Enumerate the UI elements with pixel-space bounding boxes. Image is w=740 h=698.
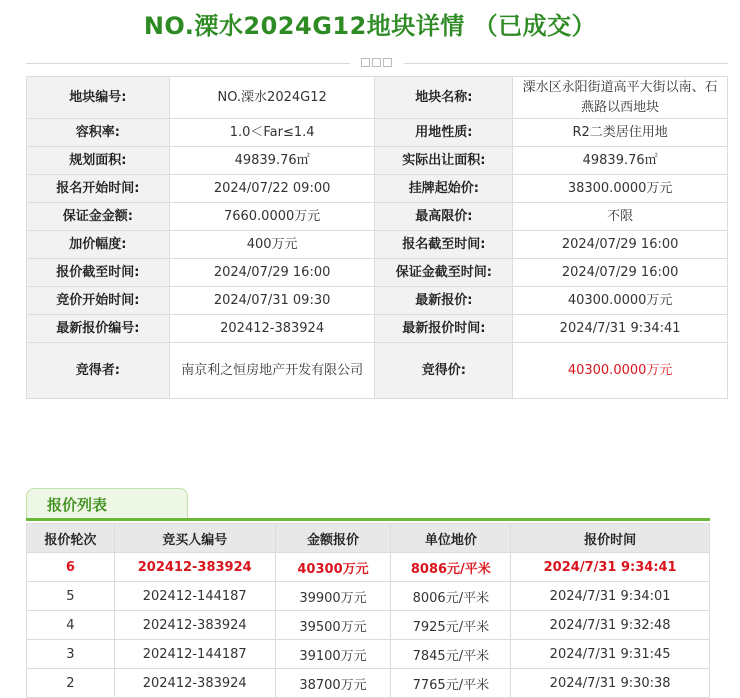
info-row — [27, 343, 728, 399]
bid-cell: 3 — [27, 640, 115, 669]
tab-underline — [26, 518, 710, 521]
info-value: 溧水区永阳街道高平大街以南、石燕路以西地块 — [513, 77, 728, 119]
info-label: 竞价开始时间: — [27, 287, 170, 315]
info-value: NO.溧水2024G12 — [169, 77, 375, 119]
bid-cell: 8006元/平米 — [391, 582, 511, 611]
bid-cell: 7925元/平米 — [391, 611, 511, 640]
info-value: 2024/07/29 16:00 — [513, 231, 728, 259]
bid-column-header: 报价轮次 — [27, 524, 115, 553]
bid-cell: 202412-383924 — [114, 553, 275, 582]
bid-cell: 40300万元 — [275, 553, 391, 582]
info-label: 报名截至时间: — [375, 231, 513, 259]
info-value: 南京利之恒房地产开发有限公司 — [169, 343, 375, 399]
info-row — [27, 259, 728, 287]
info-value: R2二类居住用地 — [513, 119, 728, 147]
bid-column-header: 单位地价 — [391, 524, 511, 553]
info-value: 49839.76㎡ — [513, 147, 728, 175]
info-label: 挂牌起始价: — [375, 175, 513, 203]
bid-cell: 202412-383924 — [114, 611, 275, 640]
info-label: 规划面积: — [27, 147, 170, 175]
bid-cell: 2024/7/31 9:34:41 — [511, 553, 710, 582]
info-label: 地块编号: — [27, 77, 170, 119]
bid-cell: 39500万元 — [275, 611, 391, 640]
info-label: 用地性质: — [375, 119, 513, 147]
bid-cell: 202412-383924 — [114, 669, 275, 698]
tab-bid-list[interactable] — [26, 488, 188, 519]
info-label: 保证金截至时间: — [375, 259, 513, 287]
info-label: 最新报价时间: — [375, 315, 513, 343]
info-value: 202412-383924 — [169, 315, 375, 343]
bid-cell: 2024/7/31 9:34:01 — [511, 582, 710, 611]
bid-cell: 202412-144187 — [114, 640, 275, 669]
bid-cell: 2024/7/31 9:31:45 — [511, 640, 710, 669]
info-value: 2024/07/29 16:00 — [169, 259, 375, 287]
bid-cell: 2024/7/31 9:32:48 — [511, 611, 710, 640]
bid-row — [27, 669, 710, 698]
info-label: 竞得者: — [27, 343, 170, 399]
info-label: 实际出让面积: — [375, 147, 513, 175]
info-value: 2024/07/29 16:00 — [513, 259, 728, 287]
bid-list-table — [26, 523, 710, 698]
info-value: 2024/07/31 09:30 — [169, 287, 375, 315]
info-label: 报名开始时间: — [27, 175, 170, 203]
bid-cell: 8086元/平米 — [391, 553, 511, 582]
info-value: 40300.0000万元 — [513, 343, 728, 399]
info-value: 7660.0000万元 — [169, 203, 375, 231]
bid-row — [27, 640, 710, 669]
bid-column-header: 金额报价 — [275, 524, 391, 553]
info-value: 400万元 — [169, 231, 375, 259]
bid-cell: 39100万元 — [275, 640, 391, 669]
bid-cell: 39900万元 — [275, 582, 391, 611]
bid-row — [27, 553, 710, 582]
land-info-table — [26, 76, 728, 399]
info-value: 38300.0000万元 — [513, 175, 728, 203]
info-row — [27, 287, 728, 315]
info-value: 2024/7/31 9:34:41 — [513, 315, 728, 343]
info-label: 报价截至时间: — [27, 259, 170, 287]
info-label: 最新报价编号: — [27, 315, 170, 343]
bid-table-header — [27, 524, 710, 553]
bid-cell: 38700万元 — [275, 669, 391, 698]
info-row — [27, 77, 728, 119]
info-row — [27, 203, 728, 231]
bid-row — [27, 611, 710, 640]
bid-cell: 7845元/平米 — [391, 640, 511, 669]
info-value: 2024/07/22 09:00 — [169, 175, 375, 203]
bid-cell: 6 — [27, 553, 115, 582]
tab-bid-list-label: 报价列表 — [47, 496, 108, 514]
info-row — [27, 147, 728, 175]
bid-column-header: 报价时间 — [511, 524, 710, 553]
info-label: 地块名称: — [375, 77, 513, 119]
page-title: NO.溧水2024G12地块详情 （已成交） — [143, 12, 597, 40]
info-value: 1.0＜Far≤1.4 — [169, 119, 375, 147]
bid-cell: 202412-144187 — [114, 582, 275, 611]
bid-cell: 2 — [27, 669, 115, 698]
bid-column-header: 竞买人编号 — [114, 524, 275, 553]
info-value: 49839.76㎡ — [169, 147, 375, 175]
info-label: 容积率: — [27, 119, 170, 147]
title-divider — [26, 58, 728, 68]
bid-row — [27, 582, 710, 611]
info-row — [27, 231, 728, 259]
info-row — [27, 175, 728, 203]
bid-cell: 2024/7/31 9:30:38 — [511, 669, 710, 698]
info-label: 最高限价: — [375, 203, 513, 231]
info-label: 最新报价: — [375, 287, 513, 315]
info-value: 不限 — [513, 203, 728, 231]
info-row — [27, 119, 728, 147]
bid-cell: 7765元/平米 — [391, 669, 511, 698]
bid-cell: 4 — [27, 611, 115, 640]
info-value: 40300.0000万元 — [513, 287, 728, 315]
bid-cell: 5 — [27, 582, 115, 611]
info-row — [27, 315, 728, 343]
info-label: 竞得价: — [375, 343, 513, 399]
info-label: 保证金金额: — [27, 203, 170, 231]
info-label: 加价幅度: — [27, 231, 170, 259]
